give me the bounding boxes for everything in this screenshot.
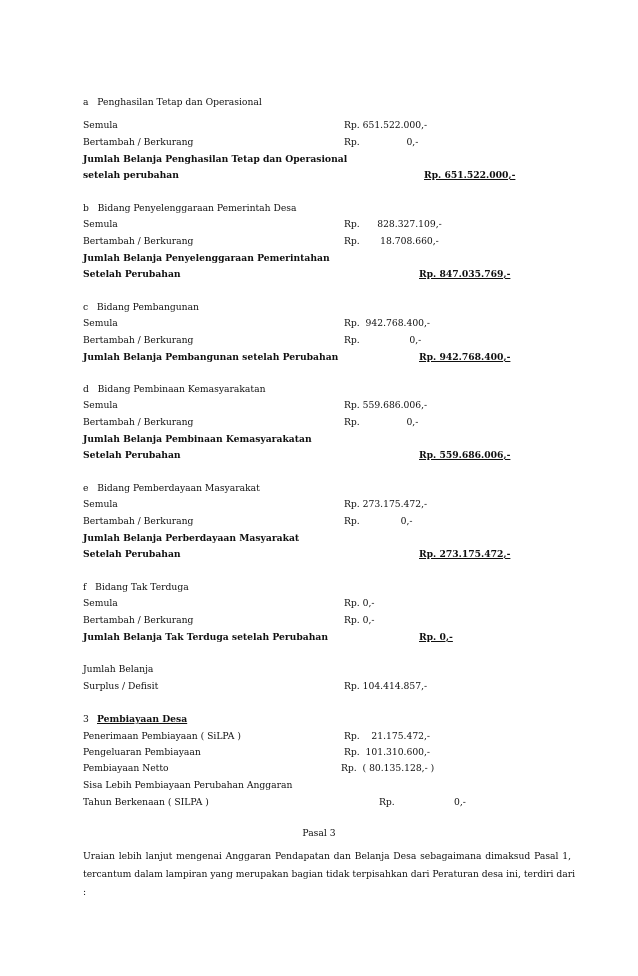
section-c-heading: c Bidang Pembangunan: [83, 302, 199, 313]
section-b-bertambah-label: Bertambah / Berkurang: [83, 236, 194, 247]
penerimaan-label: Penerimaan Pembiayaan ( SiLPA ): [83, 731, 241, 742]
pasal-title: Pasal 3: [302, 828, 336, 839]
section-b-total-label-2: Setelah Perubahan: [83, 269, 181, 280]
section-c-bertambah-label: Bertambah / Berkurang: [83, 335, 194, 346]
section-f-semula-label: Semula: [83, 598, 118, 609]
penerimaan-value: Rp. 21.175.472,-: [344, 731, 431, 742]
section-d-semula-label: Semula: [83, 400, 118, 411]
section-e-semula-label: Semula: [83, 499, 118, 510]
section-e-total-label-1: Jumlah Belanja Perberdayaan Masyarakat: [83, 533, 300, 544]
section-a-bertambah-label: Bertambah / Berkurang: [83, 137, 194, 148]
section-c-total-label: Jumlah Belanja Pembangunan setelah Perubahan: [83, 352, 339, 363]
pasal-paragraph-line-3: :: [83, 887, 87, 898]
section-a-total-label-2: setelah perubahan: [83, 170, 179, 181]
section-d-total-label-2: Setelah Perubahan: [83, 450, 181, 461]
pengeluaran-value: Rp. 101.310.600,-: [344, 747, 431, 758]
section-a-semula-label: Semula: [83, 120, 118, 131]
section-e-total-label-2: Setelah Perubahan: [83, 549, 181, 560]
pasal-paragraph-line-1: Uraian lebih lanjut mengenai Anggaran Pendapatan dan Belanja Desa sebagaimana dimaksud Pasal 1,: [83, 851, 571, 862]
section-a-bertambah-value: Rp. 0,-: [344, 137, 419, 148]
section-f-bertambah-label: Bertambah / Berkurang: [83, 615, 194, 626]
sisa-label-2: Tahun Berkenaan ( SILPA ): [83, 797, 209, 808]
section-e-semula-value: Rp. 273.175.472,-: [344, 499, 428, 510]
jumlah-belanja-label: Jumlah Belanja: [83, 664, 154, 675]
section-b-semula-value: Rp. 828.327.109,-: [344, 219, 442, 230]
section-f-total-value: Rp. 0,-: [419, 632, 453, 643]
section-f-semula-value: Rp. 0,-: [344, 598, 375, 609]
netto-value: Rp. ( 80.135.128,- ): [341, 763, 435, 774]
section-a-semula-value: Rp. 651.522.000,-: [344, 120, 428, 131]
section-d-total-value: Rp. 559.686.006,-: [419, 450, 511, 461]
surplus-defisit-value: Rp. 104.414.857,-: [344, 681, 428, 692]
section-c-bertambah-value: Rp. 0,-: [344, 335, 422, 346]
section-e-bertambah-label: Bertambah / Berkurang: [83, 516, 194, 527]
section-e-total-value: Rp. 273.175.472,-: [419, 549, 511, 560]
pembiayaan-number: 3: [83, 714, 89, 725]
section-e-bertambah-value: Rp. 0,-: [344, 516, 413, 527]
section-d-total-label-1: Jumlah Belanja Pembinaan Kemasyarakatan: [83, 434, 312, 445]
section-d-semula-value: Rp. 559.686.006,-: [344, 400, 428, 411]
section-d-bertambah-label: Bertambah / Berkurang: [83, 417, 194, 428]
section-e-heading: e Bidang Pemberdayaan Masyarakat: [83, 483, 260, 494]
section-f-total-label: Jumlah Belanja Tak Terduga setelah Perubahan: [83, 632, 329, 643]
section-b-total-label-1: Jumlah Belanja Penyelenggaraan Pemerintahan: [83, 253, 330, 264]
section-c-semula-label: Semula: [83, 318, 118, 329]
section-c-total-value: Rp. 942.768.400,-: [419, 352, 511, 363]
surplus-defisit-label: Surplus / Defisit: [83, 681, 159, 692]
section-b-semula-label: Semula: [83, 219, 118, 230]
section-d-heading: d Bidang Pembinaan Kemasyarakatan: [83, 384, 266, 395]
section-b-bertambah-value: Rp. 18.708.660,-: [344, 236, 439, 247]
sisa-rp: Rp.: [379, 797, 395, 808]
section-b-heading: b Bidang Penyelenggaraan Pemerintah Desa: [83, 203, 297, 214]
section-d-bertambah-value: Rp. 0,-: [344, 417, 419, 428]
section-c-semula-value: Rp. 942.768.400,-: [344, 318, 431, 329]
section-a-total-label-1: Jumlah Belanja Penghasilan Tetap dan Operasional: [83, 154, 348, 165]
section-f-heading: f Bidang Tak Terduga: [83, 582, 189, 593]
pasal-paragraph-line-2: tercantum dalam lampiran yang merupakan bagian tidak terpisahkan dari Peraturan desa ini, terdiri dari: [83, 869, 576, 880]
netto-label: Pembiayaan Netto: [83, 763, 169, 774]
sisa-label-1: Sisa Lebih Pembiayaan Perubahan Anggaran: [83, 780, 293, 791]
pembiayaan-heading: Pembiayaan Desa: [97, 714, 188, 725]
section-b-total-value: Rp. 847.035.769,-: [419, 269, 511, 280]
section-a-heading: a Penghasilan Tetap dan Operasional: [83, 97, 262, 108]
section-f-bertambah-value: Rp. 0,-: [344, 615, 375, 626]
section-a-total-value: Rp. 651.522.000,-: [424, 170, 516, 181]
sisa-value: 0,-: [454, 797, 466, 808]
pengeluaran-label: Pengeluaran Pembiayaan: [83, 747, 201, 758]
